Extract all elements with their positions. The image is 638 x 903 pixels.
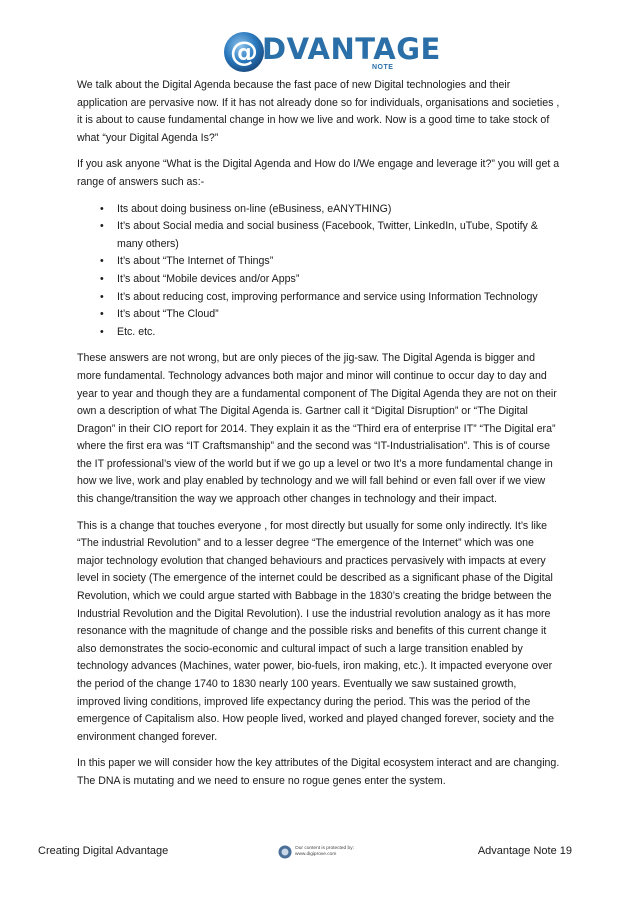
paragraph-jigsaw: These answers are not wrong, but are only pieces of the jig-saw. The Digital Agenda is bigger and more fundamental. Technology advances both major and minor will continue to occur day to day and year to year and though they are a fundamental component of The Digital Agenda they are not on their own a description of what The Digital Agenda is. Gartner call it “Digital Disruption” or “The Digital Dragon” in their CIO report for 2014. They explain it as the “Third era of enterprise IT” “The Digital era” where the first era was “IT Craftsmanship” and the second was “IT-Industrialisation”. This is of course the IT professional’s view of the world but if we go up a level or two It’s a more fundamental change in how we live, work and play enabled by technology and we will fall behind or even fall over if we view this change/transition the way we approach other changes in technology and their impact.	[77, 352, 557, 506]
list-item: • It’s about “The Internet of Things”	[117, 253, 561, 271]
list-item: • Its about doing business on-line (eBusiness, eANYTHING)	[117, 201, 561, 219]
at-sign-logo-icon	[222, 30, 266, 74]
footer-title: Creating Digital Advantage	[38, 845, 169, 857]
page-footer	[0, 839, 638, 863]
list-item: • It’s about “The Cloud”	[117, 306, 561, 324]
list-item: • It’s about reducing cost, improving performance and service using Information Technology	[117, 289, 561, 307]
badge-line-2: www.digiprove.com	[295, 852, 337, 857]
list-item: • It’s about Social media and social business (Facebook, Twitter, LinkedIn, uTube, Spotify & many others)	[117, 218, 561, 253]
digiprove-seal-icon	[278, 845, 292, 859]
logo-subtitle: NOTE	[372, 64, 394, 71]
answers-list	[77, 201, 561, 342]
paragraph-question: If you ask anyone “What is the Digital Agenda and How do I/We engage and leverage it?” you will get a range of answers such as:-	[77, 158, 560, 188]
footer-note-number: Advantage Note 19	[477, 845, 572, 857]
list-item: • Etc. etc.	[117, 324, 561, 342]
paragraph-industrial-revolution: This is a change that touches everyone , for most directly but usually for some only indirectly. It’s like “The industrial Revolution” and to a lesser degree “The emergence of the Internet” which was one major technology evolution that changed behaviours and practices pervasively with impacts at every level in society (The emergence of the internet could be described as a significant phase of the Digital Revolution, which we could argue started with Babbage in the 1830’s creating the bridge between the Industrial Revolution and the Digital Revolution). I use the industrial revolution analogy as it has more resonance with the magnitude of change and the possible risks and benefits of this current change it also demonstrates the socio-economic and cultural impact of such a large transition enabled by technology advances (Machines, water power, bio-fuels, iron making, etc.). It impacted everyone over the period of the change 1740 to 1830 nearly 100 years. Eventually we saw sustained growth, improved living conditions, improved life expectancy during the period. This was the period of the emergence of Capitalism also. How people lived, worked and played changed forever, society and the environment changed forever.	[77, 519, 554, 743]
digiprove-badge	[278, 843, 354, 861]
badge-line-1: Our content is protected by:	[295, 846, 354, 852]
advantage-logo	[222, 30, 441, 76]
paragraph-conclusion: In this paper we will consider how the key attributes of the Digital ecosystem interact and are changing. The DNA is mutating and we need to ensure no rogue genes enter the system.	[77, 757, 560, 787]
svg-text:@: @	[230, 35, 258, 68]
logo-wordmark: DVANTAGE	[262, 32, 441, 66]
list-item: • It’s about “Mobile devices and/or Apps”	[117, 271, 561, 289]
document-body	[77, 77, 561, 800]
paragraph-intro: We talk about the Digital Agenda because the fast pace of new Digital technologies and their application are pervasive now. If it has not already done so for individuals, organisations and societies , it is about to cause fundamental change in how we live and work. Now is a good time to take stock of what “your Digital Agenda Is?”	[77, 79, 560, 144]
